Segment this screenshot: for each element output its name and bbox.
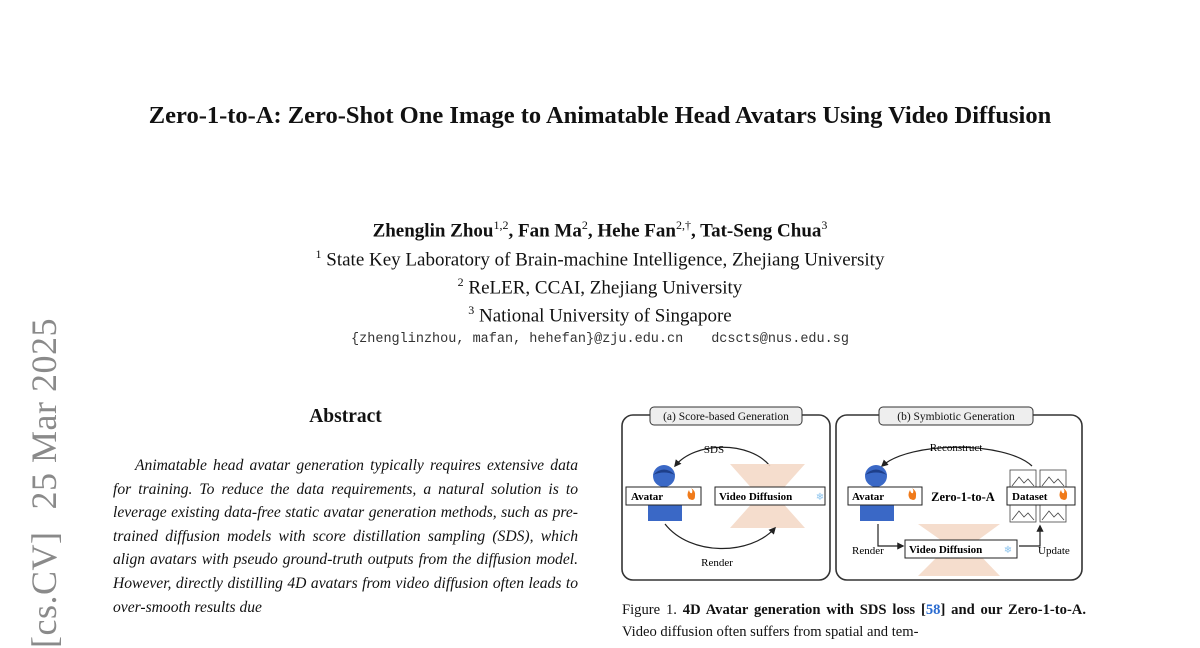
dataset-label: Dataset: [1012, 491, 1048, 503]
author-sup: 2: [581, 218, 588, 232]
affiliation-number: 1: [315, 247, 322, 261]
affiliation-text: National University of Singapore: [478, 305, 732, 327]
affiliation-number: 2: [457, 275, 464, 289]
abstract-text: Animatable head avatar generation typically requires extensive data for training. To reduce the data requirements, a natural solution is to leverage existing data-free static avatar generation methods, such as pre-trained diffusion models with score distillation sampling (SDS), which align avatars with pseudo ground-truth outputs from the diffusion model. However, directly distilling 4D avatars from video diffusion often leads to over-smooth results due: [113, 457, 578, 616]
panel-a-title: (a) Score-based Generation: [663, 411, 789, 423]
avatar-label: Avatar: [631, 491, 664, 503]
update-label: Update: [1038, 545, 1070, 557]
author-sup: 1,2: [493, 218, 509, 232]
author-name: Fan Ma: [517, 220, 582, 242]
affiliation-3: [100, 296, 1100, 330]
panel-symbiotic: [836, 407, 1082, 580]
video-diffusion-label: Video Diffusion: [909, 544, 983, 556]
affiliation-text: ReLER, CCAI, Zhejiang University: [468, 277, 743, 299]
figure-caption: [622, 600, 1086, 643]
snowflake-icon: ❄: [1003, 545, 1013, 556]
author-name: Hehe Fan: [597, 220, 676, 242]
render-label: Render: [852, 545, 884, 557]
author-sup: 2,†: [675, 218, 691, 232]
email-nus: dcscts@nus.edu.sg: [711, 332, 849, 347]
abstract-heading: Abstract: [309, 406, 382, 427]
author-name: Zhenglin Zhou: [372, 220, 494, 242]
reconstruct-label: Reconstruct: [929, 442, 983, 454]
author-name: Tat-Seng Chua: [700, 220, 822, 242]
panel-b-title: (b) Symbiotic Generation: [897, 411, 1015, 423]
arxiv-category: [cs.CV]: [24, 531, 64, 648]
caption-rest: Video diffusion often suffers from spatial and tem-: [622, 623, 919, 640]
zero-1-to-a-label: Zero-1-to-A: [931, 490, 995, 504]
author-list: Zhenglin Zhou$^{1,2}$, Fan Ma$^2$, Hehe Fan$^{2,\dagger}$, Tat-Seng Chua$^3$: [372, 218, 828, 242]
author-sup: 3: [821, 218, 828, 232]
video-diffusion-label: Video Diffusion: [719, 491, 793, 503]
author-emails: [100, 330, 1100, 350]
sds-label: SDS: [703, 444, 725, 456]
arxiv-date: 25 Mar 2025: [24, 318, 64, 510]
affiliation-number: 3: [468, 303, 475, 317]
arxiv-side-stamp: [24, 296, 64, 648]
avatar-label: Avatar: [852, 491, 885, 503]
snowflake-icon: ❄: [815, 492, 825, 503]
panel-score-based: [622, 407, 830, 580]
caption-bold-a: 4D Avatar generation with SDS loss [: [682, 602, 926, 618]
paper-title: Zero-1-to-A: Zero-Shot One Image to Animatable Head Avatars Using Video Diffusion: [148, 102, 1052, 129]
email-zju: {zhenglinzhou, mafan, hehefan}@zju.edu.cn: [351, 332, 684, 347]
figure-1: [620, 406, 1086, 586]
caption-prefix: Figure 1.: [622, 602, 677, 618]
affiliation-text: State Key Laboratory of Brain-machine Intelligence, Zhejiang University: [326, 249, 885, 271]
caption-bold-b: ] and our Zero-1-to-A.: [940, 602, 1086, 618]
citation-link[interactable]: 58: [925, 602, 941, 618]
render-label: Render: [701, 557, 733, 569]
